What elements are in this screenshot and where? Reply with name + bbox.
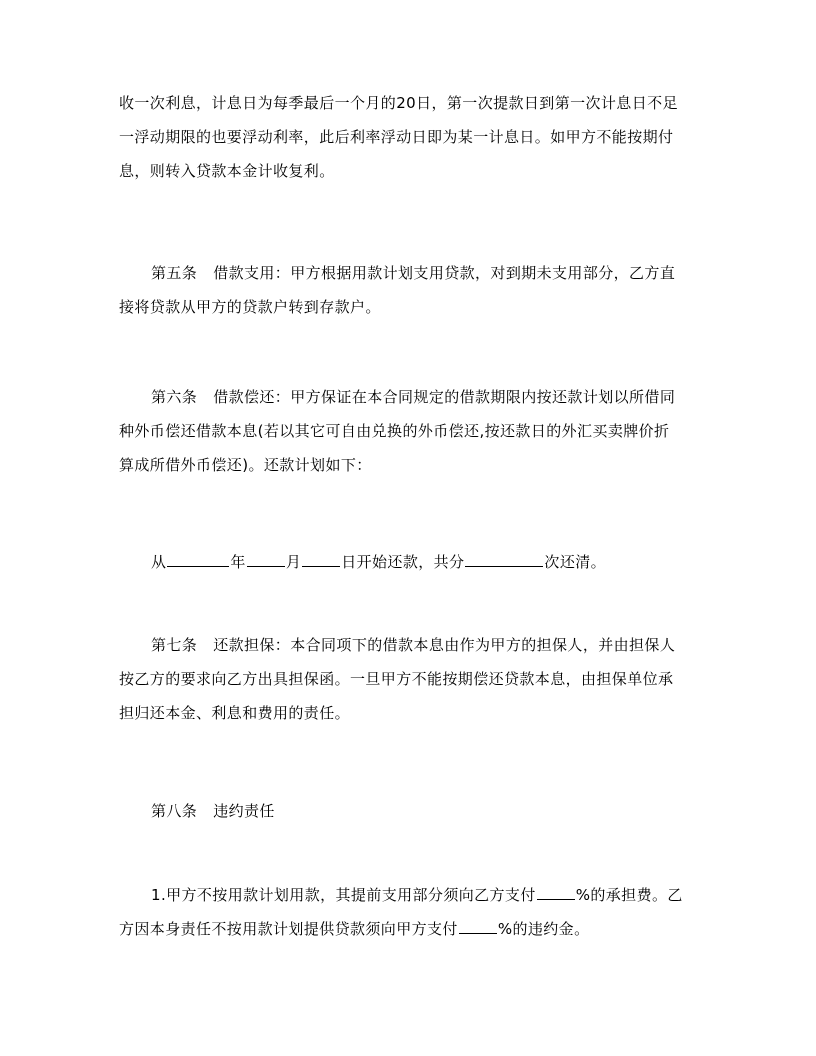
article-6 [119,380,704,482]
interest-paragraph [119,86,704,188]
article-title: 还款担保： [213,636,291,654]
text-line: 种外币偿还借款本息(若以其它可自由兑换的外币偿还,按还款日的外汇买卖牌价折 [119,422,670,440]
text-line: 一浮动期限的也要浮动利率，此后利率浮动日即为某一计息日。如甲方不能按期付 [119,128,674,146]
text-line: 算成所借外币偿还)。还款计划如下： [119,456,372,474]
penalty-percent-blank[interactable] [459,918,497,934]
item-text: 方因本身责任不按用款计划提供贷款须向甲方支付 [119,920,458,938]
repay-from-text: 从 [151,553,167,571]
article-8-line-1 [119,794,704,828]
article-heading: 第八条 [151,802,198,820]
article-heading: 第五条 [151,264,198,282]
article-heading: 第七条 [151,636,198,654]
year-blank[interactable] [167,551,229,567]
times-blank[interactable] [465,551,543,567]
text-line: 息，则转入贷款本金计收复利。 [119,162,335,180]
article-heading: 第六条 [151,388,198,406]
article-8 [119,794,704,828]
item-text: %的违约金。 [497,920,590,938]
article-text: 本合同项下的借款本息由作为甲方的担保人，并由担保人 [290,636,676,654]
article-5-line-1 [119,256,704,290]
repayment-line [119,545,704,579]
text-line: 收一次利息，计息日为每季最后一个月的20日，第一次提款日到第一次计息日不足 [119,94,678,112]
day-start-text: 日开始还款，共分 [341,553,465,571]
day-blank[interactable] [302,551,340,567]
article-title: 违约责任 [213,802,275,820]
year-label: 年 [230,553,246,571]
text-line: 按乙方的要求向乙方出具担保函。一旦甲方不能按期偿还贷款本息，由担保单位承 [119,670,674,688]
article-text: 甲方保证在本合同规定的借款期限内按还款计划以所借同 [290,388,676,406]
article-title: 借款偿还： [213,388,291,406]
article-title: 借款支用： [213,264,291,282]
repayment-schedule [119,545,704,579]
item-text: 1.甲方不按用款计划用款，其提前支用部分须向乙方支付 [151,886,536,904]
article-text: 甲方根据用款计划支用贷款，对到期未支用部分，乙方直 [290,264,676,282]
article-7-line-1 [119,628,704,662]
item-1-line-1 [119,878,704,912]
text-line: 担归还本金、利息和费用的责任。 [119,704,351,722]
article-7 [119,628,704,730]
month-blank[interactable] [247,551,285,567]
fee-percent-blank[interactable] [537,884,575,900]
item-1 [119,878,704,946]
text-line: 接将贷款从甲方的贷款户转到存款户。 [119,298,381,316]
article-6-line-1 [119,380,704,414]
article-5 [119,256,704,324]
month-label: 月 [285,553,302,571]
item-text: %的承担费。乙 [575,886,683,904]
item-1-line-2 [119,912,704,946]
times-end-text: 次还清。 [544,553,607,571]
